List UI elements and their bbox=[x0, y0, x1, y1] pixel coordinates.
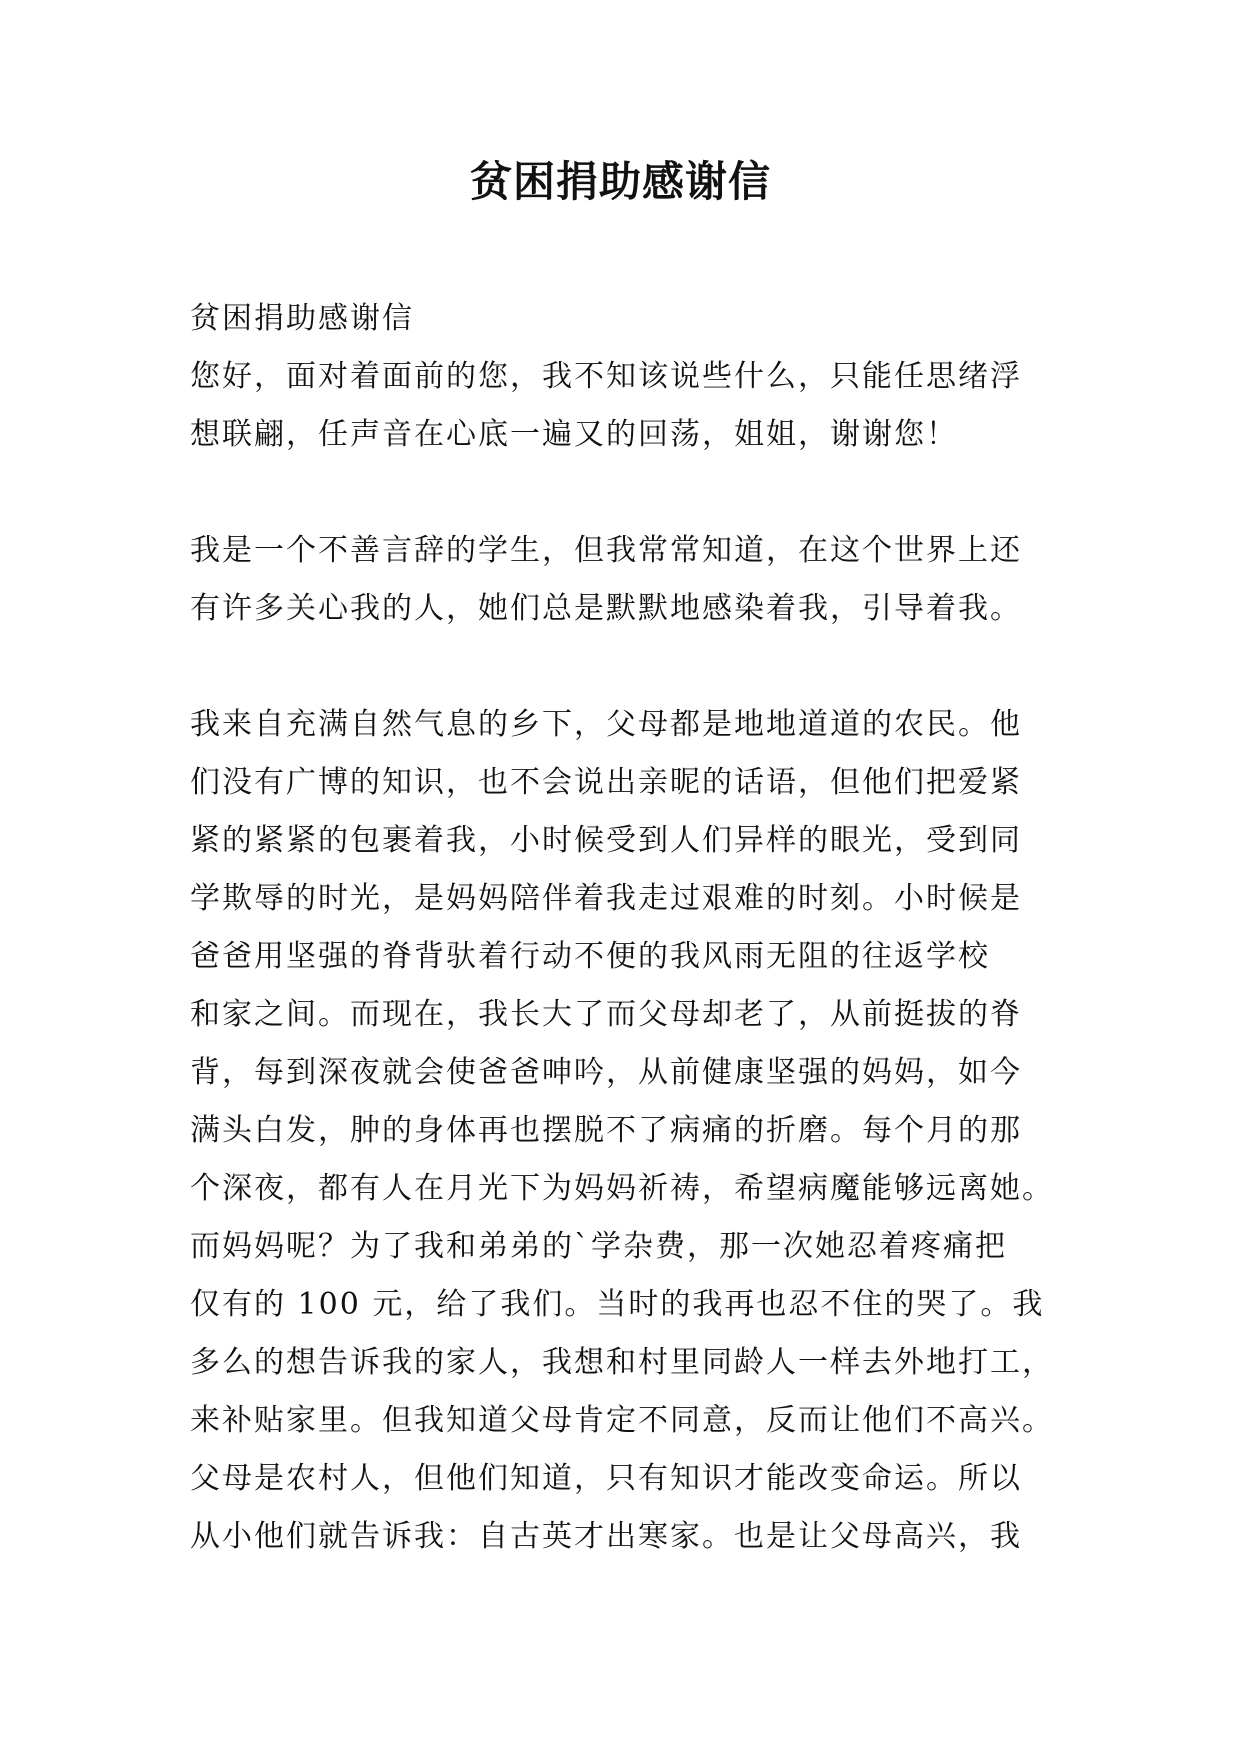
text-line: 我来自充满自然气息的乡下，父母都是地地道道的农民。他 bbox=[190, 707, 1022, 742]
text-line: 个深夜，都有人在月光下为妈妈祈祷，希望病魔能够远离她。 bbox=[190, 1171, 1054, 1206]
document-body bbox=[190, 290, 1070, 1566]
text-line: 们没有广博的知识，也不会说出亲昵的话语，但他们把爱紧 bbox=[190, 765, 1022, 800]
text-line: 和家之间。而现在，我长大了而父母却老了，从前挺拔的脊 bbox=[190, 997, 1022, 1032]
text-line: 满头白发，肿的身体再也摆脱不了病痛的折磨。每个月的那 bbox=[190, 1113, 1022, 1148]
text-line: 紧的紧紧的包裹着我，小时候受到人们异样的眼光，受到同 bbox=[190, 823, 1022, 858]
text-line: 从小他们就告诉我：自古英才出寒家。也是让父母高兴，我 bbox=[190, 1519, 1022, 1554]
text-line: 来补贴家里。但我知道父母肯定不同意，反而让他们不高兴。 bbox=[190, 1403, 1054, 1438]
text-line: 有许多关心我的人，她们总是默默地感染着我，引导着我。 bbox=[190, 591, 1022, 626]
text-line: 爸爸用坚强的脊背驮着行动不便的我风雨无阻的往返学校 bbox=[190, 939, 990, 974]
text-line: 您好，面对着面前的您，我不知该说些什么，只能任思绪浮 bbox=[190, 359, 1022, 394]
text-line: 多么的想告诉我的家人，我想和村里同龄人一样去外地打工， bbox=[190, 1345, 1054, 1380]
text-line: 贫困捐助感谢信 bbox=[190, 301, 414, 336]
text-line: 仅有的 100 元，给了我们。当时的我再也忍不住的哭了。我 bbox=[190, 1287, 1045, 1322]
text-line: 而妈妈呢？为了我和弟弟的`学杂费，那一次她忍着疼痛把 bbox=[190, 1229, 1007, 1264]
text-line: 背，每到深夜就会使爸爸呻吟，从前健康坚强的妈妈，如今 bbox=[190, 1055, 1022, 1090]
text-line: 我是一个不善言辞的学生，但我常常知道，在这个世界上还 bbox=[190, 533, 1022, 568]
paragraph-gap bbox=[190, 464, 1070, 522]
paragraph-gap bbox=[190, 638, 1070, 696]
text-line: 学欺辱的时光，是妈妈陪伴着我走过艰难的时刻。小时候是 bbox=[190, 881, 1022, 916]
text-line: 父母是农村人，但他们知道，只有知识才能改变命运。所以 bbox=[190, 1461, 1022, 1496]
document-title: 贫困捐助感谢信 bbox=[469, 157, 771, 206]
text-line: 想联翩，任声音在心底一遍又的回荡，姐姐，谢谢您！ bbox=[190, 417, 958, 452]
